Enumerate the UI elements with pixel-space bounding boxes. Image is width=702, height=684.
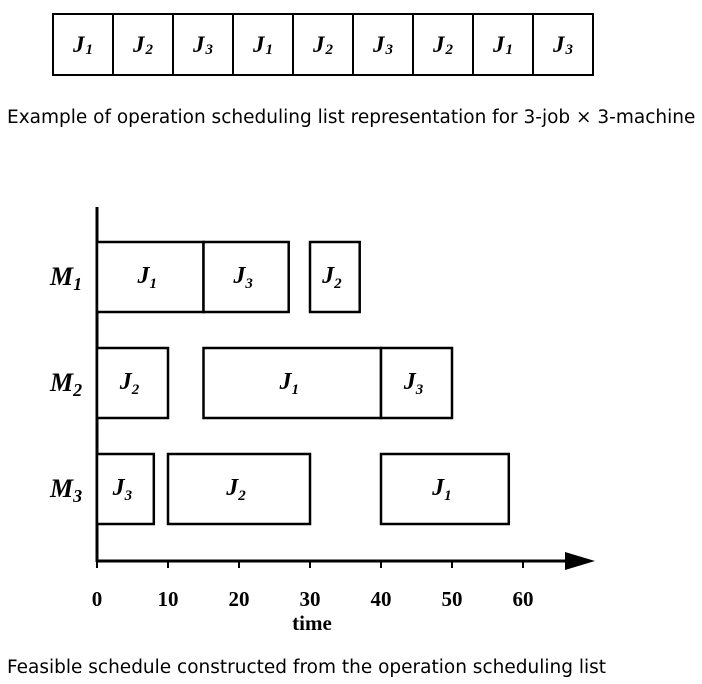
job-index: 2 — [325, 42, 333, 58]
machine-label — [49, 368, 82, 400]
job-letter: J — [493, 31, 505, 57]
machine-index: 2 — [73, 380, 83, 400]
machine-letter: M — [50, 474, 74, 503]
job-index: 3 — [205, 42, 213, 58]
job-letter: J — [119, 369, 132, 395]
x-tick-label: 40 — [370, 587, 392, 611]
job-letter: J — [373, 31, 385, 57]
operation-list-cell — [232, 15, 292, 74]
operation-list-cell — [472, 15, 532, 74]
job-index: 2 — [238, 488, 246, 504]
job-index: 1 — [444, 488, 452, 504]
job-letter: J — [112, 475, 125, 501]
job-letter: J — [137, 263, 150, 289]
x-axis-arrowhead — [565, 552, 595, 570]
job-index: 1 — [149, 276, 157, 292]
x-tick-label: 30 — [299, 587, 321, 611]
job-letter: J — [133, 31, 145, 57]
job-letter: J — [553, 31, 565, 57]
x-tick-label: 20 — [228, 587, 250, 611]
operation-list-cell — [412, 15, 472, 74]
job-index: 3 — [415, 382, 424, 398]
x-tick-label: 10 — [157, 587, 179, 611]
machine-label — [49, 474, 82, 506]
job-letter: J — [253, 31, 265, 57]
job-letter: J — [432, 475, 445, 501]
job-letter: J — [233, 263, 246, 289]
job-index: 2 — [131, 382, 140, 398]
operation-list-cell — [54, 15, 112, 74]
job-index: 3 — [245, 276, 253, 292]
x-tick-label: 60 — [512, 587, 534, 611]
job-index: 3 — [385, 42, 393, 58]
job-index: 3 — [565, 42, 573, 58]
job-letter: J — [193, 31, 205, 57]
operation-list-cell — [532, 15, 592, 74]
machine-letter: M — [50, 262, 74, 291]
job-index: 1 — [291, 382, 299, 398]
job-letter: J — [226, 475, 239, 501]
job-index: 2 — [145, 42, 153, 58]
job-index: 1 — [265, 42, 273, 58]
operation-list-caption: Example of operation scheduling list representation for 3-job × 3-machine — [7, 107, 696, 128]
x-tick-label: 0 — [91, 587, 103, 611]
job-letter: J — [322, 263, 335, 289]
schedule-caption: Feasible schedule constructed from the operation scheduling list — [7, 657, 606, 678]
job-letter: J — [313, 31, 325, 57]
job-index: 1 — [85, 42, 93, 58]
operation-list-cell — [172, 15, 232, 74]
job-letter: J — [433, 31, 445, 57]
operation-scheduling-list — [52, 13, 594, 76]
machine-index: 3 — [73, 486, 83, 506]
job-index: 1 — [505, 42, 513, 58]
operation-list-cell — [112, 15, 172, 74]
job-letter: J — [279, 369, 292, 395]
job-index: 2 — [334, 276, 342, 292]
machine-label — [49, 262, 82, 294]
machine-letter: M — [50, 368, 74, 397]
gantt-chart — [0, 195, 702, 645]
machine-index: 1 — [73, 274, 83, 294]
job-letter: J — [403, 369, 416, 395]
job-index: 2 — [445, 42, 453, 58]
operation-list-cell — [292, 15, 352, 74]
job-letter: J — [73, 31, 85, 57]
operation-list-cell — [352, 15, 412, 74]
job-index: 3 — [124, 488, 133, 504]
x-tick-label: 50 — [441, 587, 463, 611]
x-axis-title: time — [292, 611, 332, 635]
